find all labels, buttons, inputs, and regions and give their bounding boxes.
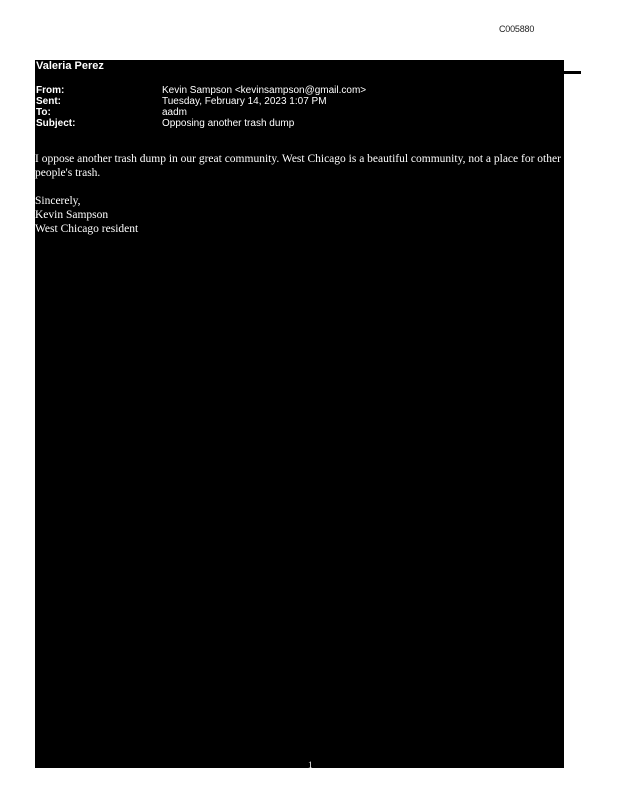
- control-number: C005880: [499, 24, 535, 34]
- closing: Sincerely,: [35, 195, 81, 207]
- sender-name: Valeria Perez: [36, 60, 104, 72]
- signature-title: West Chicago resident: [35, 223, 139, 235]
- page-number: 1: [308, 760, 313, 770]
- header-label: Sent:: [36, 96, 61, 107]
- header-value: Tuesday, February 14, 2023 1:07 PM: [162, 96, 327, 107]
- header-label: To:: [36, 107, 51, 118]
- signature-name: Kevin Sampson: [35, 209, 109, 221]
- header-row-subject: [36, 118, 536, 129]
- header-row-sent: [36, 96, 536, 107]
- header-value: aadm: [162, 107, 188, 118]
- header-row-to: [36, 107, 536, 118]
- header-rule: [564, 71, 581, 74]
- email-page: [35, 60, 564, 768]
- email-headers: [36, 85, 536, 129]
- header-label: Subject:: [36, 118, 76, 129]
- body-paragraph: I oppose another trash dump in our great community. West Chicago is a beautiful community, not a place for other people's trash.: [35, 153, 561, 179]
- email-body: [35, 152, 567, 236]
- header-label: From:: [36, 85, 65, 96]
- header-value: Kevin Sampson <kevinsampson@gmail.com>: [162, 85, 367, 96]
- header-row-from: [36, 85, 536, 96]
- header-value: Opposing another trash dump: [162, 118, 295, 129]
